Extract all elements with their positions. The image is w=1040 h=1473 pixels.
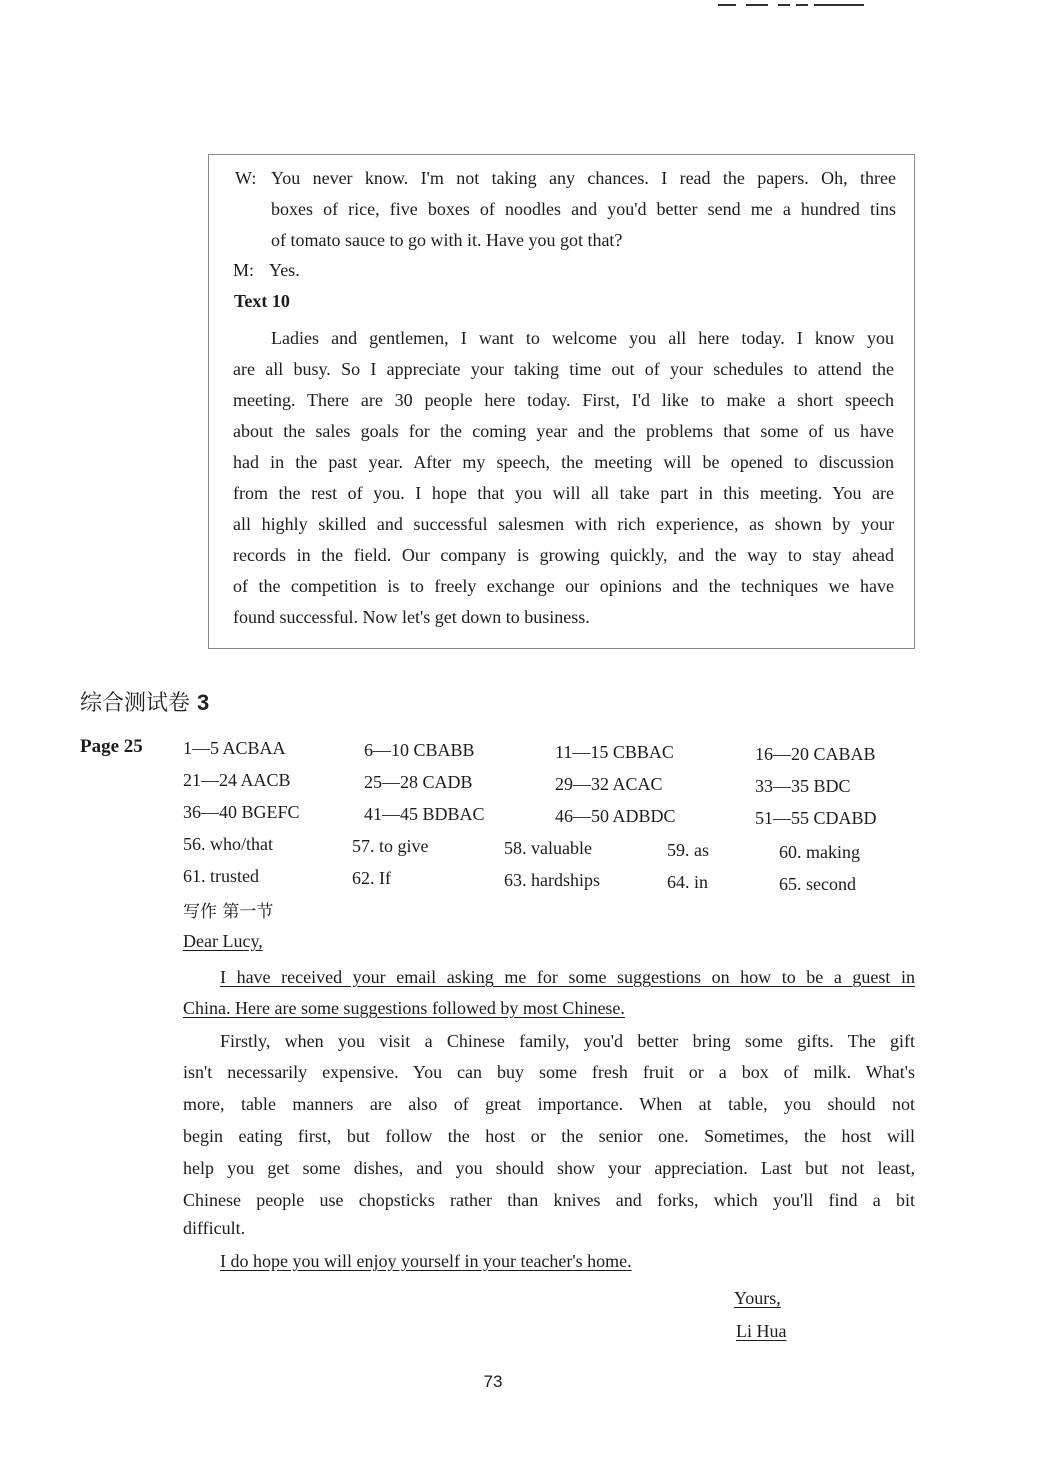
transcript-paragraph-line: records in the field. Our company is growing quickly, and the way to stay ahead — [233, 545, 894, 565]
letter-signature-text: Li Hua — [736, 1321, 787, 1341]
letter-line-text: I do hope you will enjoy yourself in your teacher's home. — [220, 1251, 632, 1271]
page-number: 73 — [483, 1372, 503, 1391]
transcript-paragraph-line: meeting. There are 30 people here today. First, I'd like to make a short speech — [233, 390, 894, 410]
letter-line — [220, 1250, 952, 1272]
answer-item: 65. second — [779, 874, 856, 894]
transcript-paragraph-line: are all busy. So I appreciate your taking time out of your schedules to attend the — [233, 359, 894, 379]
section-title — [80, 686, 209, 717]
answer-item: 60. making — [779, 842, 860, 862]
answer-item: 61. trusted — [183, 866, 259, 886]
section-title-text: 综合测试卷 — [80, 691, 191, 716]
answer-group: 1—5 ACBAA — [183, 738, 286, 758]
letter-line — [183, 997, 915, 1019]
answer-item: 64. in — [667, 872, 709, 892]
transcript-paragraph-line: from the rest of you. I hope that you will all take part in this meeting. You are — [233, 483, 894, 503]
letter-line: I have received your email asking me for some suggestions on how to be a guest in — [220, 967, 915, 987]
answer-group: 51—55 CDABD — [755, 808, 877, 828]
transcript-text: boxes of rice, five boxes of noodles and you'd better send me a hundred tins — [271, 199, 896, 219]
answer-group: 41—45 BDBAC — [364, 804, 485, 824]
transcript-text: Yes. — [269, 260, 300, 280]
answer-group: 11—15 CBBAC — [555, 742, 674, 762]
transcript-text: of tomato sauce to go with it. Have you got that? — [271, 230, 623, 250]
section-title-number: 3 — [197, 690, 210, 715]
letter-line: Chinese people use chopsticks rather than knives and forks, which you'll find a bit — [183, 1190, 915, 1210]
transcript-paragraph-line: Ladies and gentlemen, I want to welcome you all here today. I know you — [271, 328, 894, 348]
answer-item: 56. who/that — [183, 834, 273, 854]
answer-item: 63. hardships — [504, 870, 600, 890]
letter-line-text: China. Here are some suggestions followed by most Chinese. — [183, 998, 625, 1018]
answer-item: 59. as — [667, 840, 709, 860]
letter-line: Firstly, when you visit a Chinese family, you'd better bring some gifts. The gift — [220, 1031, 915, 1051]
listening-transcript-box — [208, 154, 915, 649]
letter-line: difficult. — [183, 1218, 246, 1238]
answer-group: 16—20 CABAB — [755, 744, 876, 764]
answer-group: 46—50 ADBDC — [555, 806, 676, 826]
transcript-paragraph-line: of the competition is to freely exchange our opinions and the techniques we have — [233, 576, 894, 596]
transcript-text: You never know. I'm not taking any chances. I read the papers. Oh, three — [271, 168, 896, 188]
answer-item: 58. valuable — [504, 838, 592, 858]
answer-group: 29—32 ACAC — [555, 774, 663, 794]
speaker-label: W: — [235, 168, 257, 188]
transcript-heading: Text 10 — [234, 291, 290, 311]
answer-group: 33—35 BDC — [755, 776, 851, 796]
writing-section-label: 写作 第一节 — [183, 902, 274, 922]
transcript-paragraph-line: about the sales goals for the coming year and the problems that some of us have — [233, 421, 894, 441]
answer-group: 36—40 BGEFC — [183, 802, 300, 822]
answer-group: 21—24 AACB — [183, 770, 291, 790]
answer-group: 6—10 CBABB — [364, 740, 475, 760]
letter-closing-text: Yours, — [734, 1288, 781, 1308]
letter-line: help you get some dishes, and you should show your appreciation. Last but not least, — [183, 1158, 915, 1178]
answer-group: 25—28 CADB — [364, 772, 473, 792]
letter-closing — [734, 1287, 781, 1309]
letter-greeting-text: Dear Lucy, — [183, 931, 263, 951]
answer-item: 62. If — [352, 868, 391, 888]
page-label: Page 25 — [80, 736, 143, 757]
letter-line: begin eating first, but follow the host or the senior one. Sometimes, the host will — [183, 1126, 915, 1146]
letter-line: more, table manners are also of great importance. When at table, you should not — [183, 1094, 915, 1114]
letter-greeting — [183, 930, 915, 952]
transcript-paragraph-line: found successful. Now let's get down to business. — [233, 607, 590, 627]
transcript-paragraph-line: had in the past year. After my speech, the meeting will be opened to discussion — [233, 452, 894, 472]
transcript-paragraph-line: all highly skilled and successful salesmen with rich experience, as shown by your — [233, 514, 894, 534]
answer-item: 57. to give — [352, 836, 429, 856]
speaker-label: M: — [233, 260, 255, 280]
letter-signature — [736, 1320, 786, 1342]
letter-line: isn't necessarily expensive. You can buy some fresh fruit or a box of milk. What's — [183, 1062, 915, 1082]
